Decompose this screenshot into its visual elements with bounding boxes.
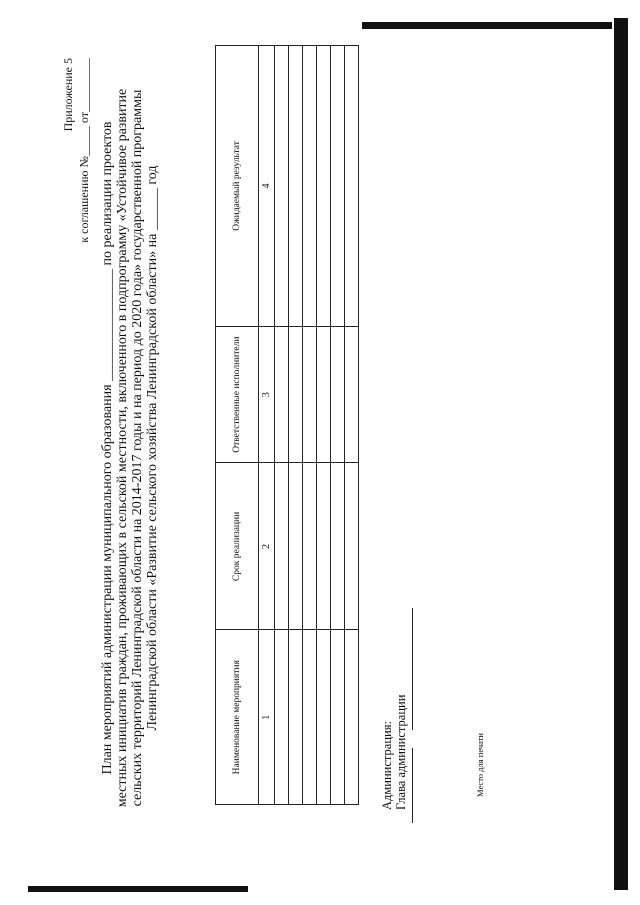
table-row [317,46,331,805]
table-number-row [259,46,275,805]
table-cell[interactable] [289,463,303,630]
table-cell[interactable] [303,630,317,805]
table-cell[interactable] [317,630,331,805]
table-cell[interactable] [345,463,359,630]
plan-title-line-4: Ленинградской области «Развитие сельского хозяйства Ленинградской области» на ______ год [145,165,160,731]
stamp-place-label: Место для печати [475,733,485,797]
table-cell[interactable] [303,463,317,630]
table-cell[interactable] [331,463,345,630]
table-row [289,46,303,805]
appendix-block [60,58,92,243]
header-event-name: Наименование мероприятия [216,630,259,805]
header-responsible: Ответственные исполнители [216,326,259,463]
administration-label: Администрация: [380,721,394,810]
column-number: 1 [259,630,275,805]
column-number: 3 [259,326,275,463]
table-row [275,46,289,805]
plan-table [215,45,359,805]
table-cell[interactable] [317,326,331,463]
table-cell[interactable] [303,46,317,327]
table-cell[interactable] [317,463,331,630]
plan-title-line-1: План мероприятий администрации муниципального образования ________________ по реализации проектов [100,121,115,775]
signature-block [380,695,408,810]
table-cell[interactable] [289,630,303,805]
head-label: Глава администрации [394,694,408,810]
table-row [303,46,317,805]
column-number: 4 [259,46,275,327]
plan-title-line-2: местных инициатив граждан, проживающих в сельской местности, включенного в подпрограмму «Устойчивое развитие [115,88,130,808]
plan-title-line-3: сельских территорий Ленинградской области на 2014-2017 годы и на период до 2020 года» государственной программы [130,89,145,807]
table-cell[interactable] [317,46,331,327]
appendix-title: Приложение 5 [61,58,75,132]
table-cell[interactable] [275,326,289,463]
table-row [345,46,359,805]
header-deadline: Срок реализации [216,463,259,630]
table-cell[interactable] [275,463,289,630]
table-cell[interactable] [331,630,345,805]
table-cell[interactable] [289,326,303,463]
table-cell[interactable] [345,46,359,327]
table-cell[interactable] [303,326,317,463]
column-number: 2 [259,463,275,630]
name-line [412,608,413,730]
signature-line [412,748,413,823]
table-cell[interactable] [275,630,289,805]
table-cell[interactable] [289,46,303,327]
table-header-row [216,46,259,805]
appendix-agreement: к соглашению №_____ от_________ [77,58,91,243]
table-cell[interactable] [331,46,345,327]
table-cell[interactable] [345,630,359,805]
table-row [331,46,345,805]
plan-title [100,53,160,843]
table-cell[interactable] [345,326,359,463]
table-cell[interactable] [331,326,345,463]
header-expected-result: Ожидаемый результат [216,46,259,327]
table-cell[interactable] [275,46,289,327]
